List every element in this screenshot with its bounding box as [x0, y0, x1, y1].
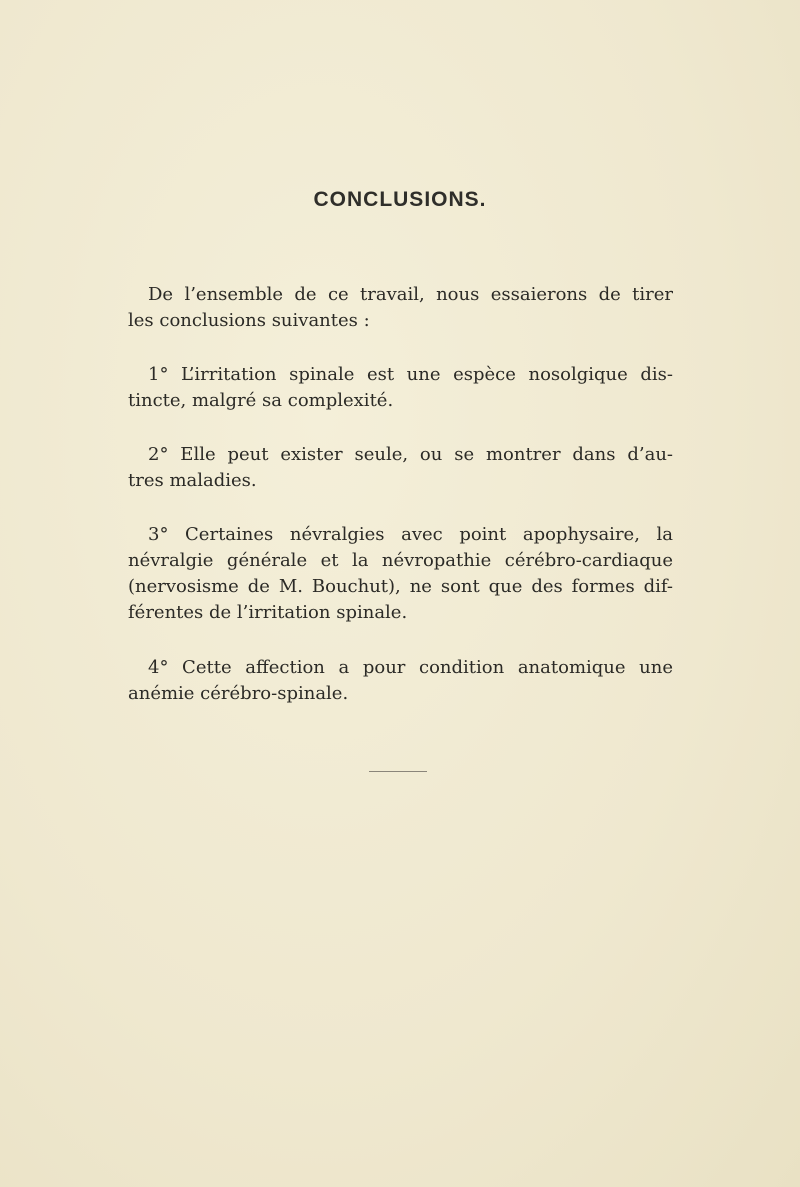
closing-rule	[369, 771, 427, 772]
intro-line-2: les conclusions suivantes :	[128, 310, 370, 331]
conclusion-1-line-1: 1° L’irritation spinale est une espèce nosolgique dis-	[148, 364, 673, 385]
conclusion-4-line-2: anémie cérébro-spinale.	[128, 683, 349, 704]
conclusion-4-line-1: 4° Cette affection a pour condition anatomique une	[148, 657, 673, 678]
conclusion-1-line-2: tincte, malgré sa complexité.	[128, 390, 394, 411]
conclusion-2-line-1: 2° Elle peut exister seule, ou se montrer dans d’au-	[148, 444, 673, 465]
conclusion-3-line-3: (nervosisme de M. Bouchut), ne sont que des formes dif-	[128, 576, 673, 597]
conclusion-3-line-4: férentes de l’irritation spinale.	[128, 602, 408, 623]
conclusion-3-line-2: névralgie générale et la névropathie cérébro-cardiaque	[128, 550, 673, 571]
conclusion-2-line-2: tres maladies.	[128, 470, 257, 491]
intro-line-1: De l’ensemble de ce travail, nous essaierons de tirer	[148, 284, 673, 305]
conclusion-3-line-1: 3° Certaines névralgies avec point apophysaire, la	[148, 524, 673, 545]
page-title: CONCLUSIONS.	[313, 188, 487, 211]
